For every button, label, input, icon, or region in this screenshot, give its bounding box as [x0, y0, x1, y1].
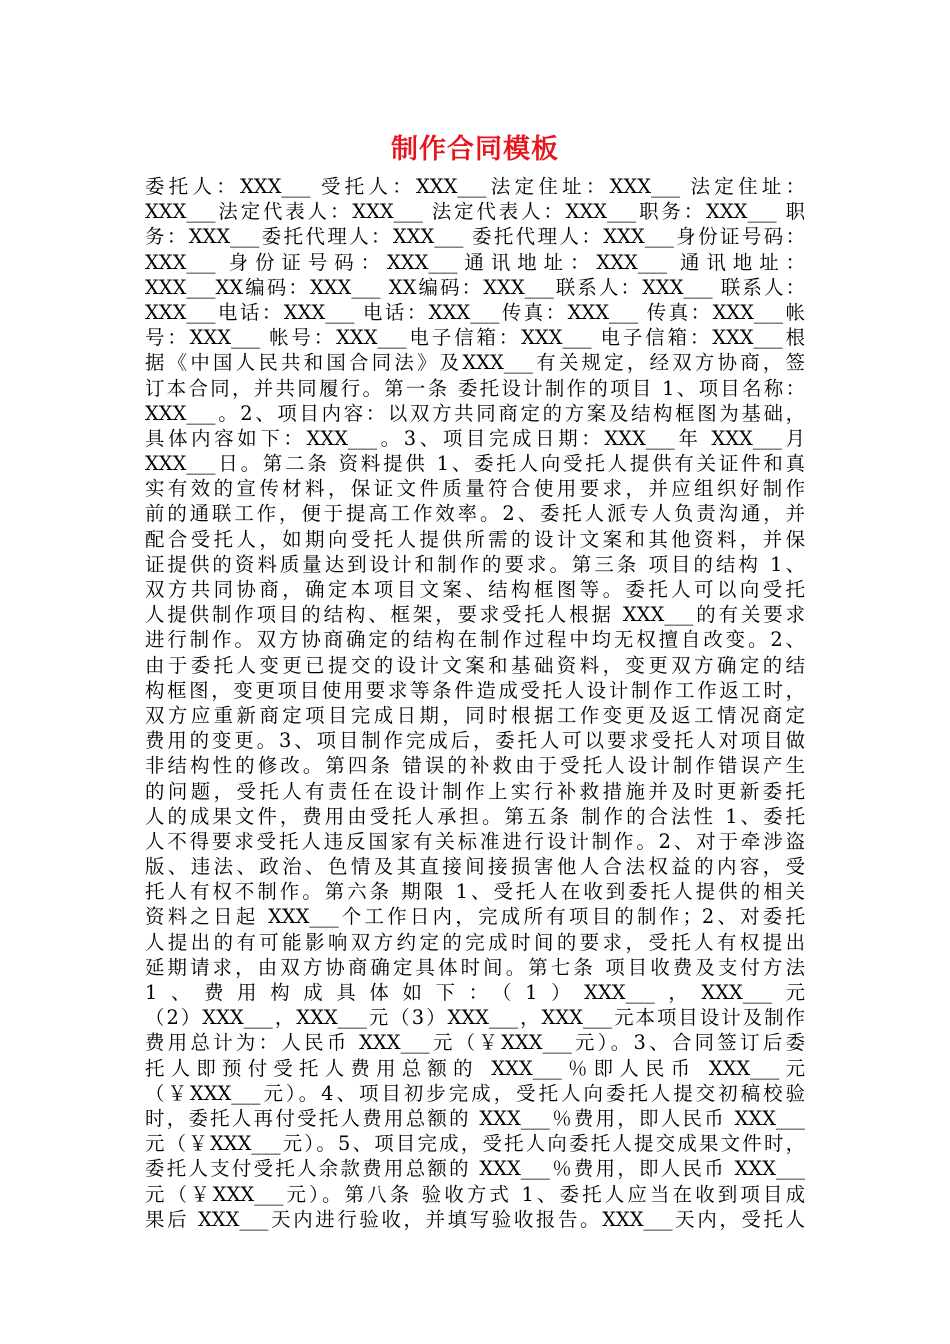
body-line: 号：XXX___ 帐号：XXX___电子信箱：XXX___ 电子信箱：XXX___根	[145, 326, 805, 350]
body-line: 前的通联工作，便于提高工作效率。2、委托人派专人负责沟通，并	[145, 502, 805, 526]
body-line: 时，委托人再付受托人费用总额的 XXX___％费用，即人民币 XXX___	[145, 1106, 805, 1130]
body-line: 资料之日起 XXX___个工作日内，完成所有项目的制作；2、对委托	[145, 905, 805, 929]
body-line: 费用的变更。3、项目制作完成后，委托人可以要求受托人对项目做	[145, 729, 805, 753]
body-line: 1、费用构成具体如下：（1）XXX___，XXX___元	[145, 981, 805, 1004]
body-line: 托人即预付受托人费用总额的 XXX___％即人民币 XXX___元	[145, 1056, 805, 1080]
body-line: 人的成果文件，费用由受托人承担。第五条 制作的合法性 1、委托	[145, 804, 805, 828]
body-line: 的问题，受托人有责任在设计制作上实行补救措施并及时更新委托	[145, 779, 805, 803]
body-line: 配合受托人，如期向受托人提供所需的设计文案和其他资料，并保	[145, 527, 805, 551]
body-line: 构框图，变更项目使用要求等条件造成受托人设计制作工作返工时，	[145, 678, 805, 702]
body-line: 进行制作。双方协商确定的结构在制作过程中均无权擅自改变。2、	[145, 628, 805, 652]
body-line: XXX___。2、项目内容：以双方共同商定的方案及结构框图为基础，	[145, 401, 805, 425]
body-line: 人提供制作项目的结构、框架，要求受托人根据 XXX___的有关要求	[145, 603, 805, 627]
body-line: 托人有权不制作。第六条 期限 1、受托人在收到委托人提供的相关	[145, 880, 805, 904]
body-line: XXX___法定代表人：XXX___ 法定代表人：XXX___职务：XXX___ 职	[145, 200, 805, 224]
body-line: 订本合同，并共同履行。第一条 委托设计制作的项目 1、项目名称：	[145, 376, 805, 400]
body-line: 版、违法、政治、色情及其直接间接损害他人合法权益的内容，受	[145, 855, 805, 879]
document-title: 制作合同模板	[391, 134, 559, 165]
body-line: 实有效的宣传材料，保证文件质量符合使用要求，并应组织好制作	[145, 477, 805, 501]
body-line: 元（￥XXX___元）。5、项目完成，受托人向委托人提交成果文件时，	[145, 1132, 805, 1156]
body-line: 具体内容如下：XXX___。3、项目完成日期：XXX___年 XXX___月	[145, 426, 805, 450]
body-line: XXX___ 身份证号码：XXX___通讯地址：XXX___ 通讯地址：	[145, 250, 805, 274]
body-line: XXX___电话：XXX___ 电话：XXX___传真：XXX___ 传真：XXX___帐	[145, 300, 805, 324]
body-line: 元（￥XXX___元）。第八条 验收方式 1、委托人应当在收到项目成	[145, 1182, 805, 1206]
body-line: 据《中国人民共和国合同法》及XXX___有关规定，经双方协商，签	[145, 351, 805, 375]
body-line: 非结构性的修改。第四条 错误的补救由于受托人设计制作错误产生	[145, 754, 805, 778]
body-line: 人不得要求受托人违反国家有关标准进行设计制作。2、对于牵涉盗	[145, 829, 805, 853]
body-line: 费用总计为：人民币 XXX___元（￥XXX___元）。3、合同签订后委	[145, 1031, 805, 1055]
body-line: 委托人：XXX___ 受托人：XXX___法定住址：XXX___ 法定住址：	[145, 175, 805, 198]
body-line: XXX___日。第二条 资料提供 1、委托人向受托人提供有关证件和真	[145, 452, 805, 476]
body-line: 人提出的有可能影响双方约定的完成时间的要求，受托人有权提出	[145, 930, 805, 954]
body-line: 委托人支付受托人余款费用总额的 XXX___％费用，即人民币 XXX___	[145, 1157, 805, 1181]
body-line: 务：XXX___委托代理人：XXX___ 委托代理人：XXX___身份证号码：	[145, 225, 805, 249]
body-line: （￥XXX___元）。4、项目初步完成，受托人向委托人提交初稿校验	[145, 1081, 805, 1105]
body-line: 延期请求，由双方协商确定具体时间。第七条 项目收费及支付方法	[145, 955, 805, 979]
body-line: 证提供的资料质量达到设计和制作的要求。第三条 项目的结构 1、	[145, 552, 805, 576]
body-line: （2）XXX___，XXX___元（3）XXX___，XXX___元本项目设计及制作	[145, 1006, 805, 1030]
body-line: 双方应重新商定项目完成日期，同时根据工作变更及返工情况商定	[145, 703, 805, 727]
document-body	[145, 174, 805, 1232]
body-line: 双方共同协商，确定本项目文案、结构框图等。委托人可以向受托	[145, 578, 805, 601]
body-line: 果后 XXX___天内进行验收，并填写验收报告。XXX___天内，受托人	[145, 1207, 805, 1231]
body-line: 由于委托人变更已提交的设计文案和基础资料，变更双方确定的结	[145, 653, 805, 677]
body-line: XXX___XX编码：XXX___ XX编码：XXX___联系人：XXX___ 联系人：	[145, 275, 805, 299]
